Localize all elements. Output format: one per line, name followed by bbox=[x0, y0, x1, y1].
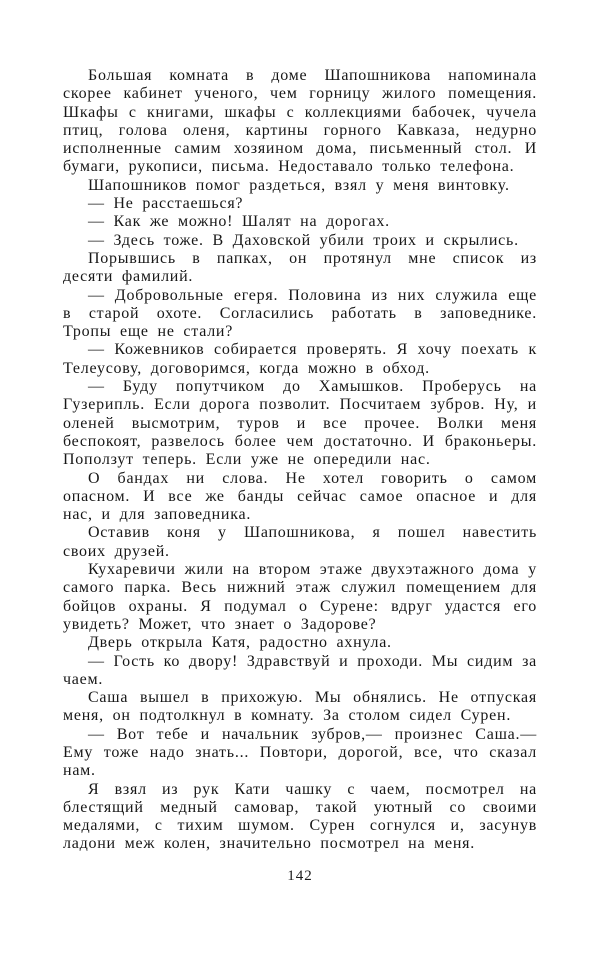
paragraph-dialogue: — Здесь тоже. В Даховской убили троих и скрылись. bbox=[88, 231, 519, 249]
paragraph: Шапошников помог раздеться, взял у меня винтовку. bbox=[88, 176, 510, 194]
text-block bbox=[63, 67, 537, 854]
page-number: 142 bbox=[287, 868, 313, 884]
paragraph-dialogue: — Буду попутчиком до Хамышков. Проберусь на Гузерипль. Если дорога позволит. Посчитаем зубров. Ну, и оленей высмотрим, туров и все прочее. Волки меня беспокоят, развелось более чем достаточно. И браконьеры. Поползут теперь. Если уже не опередили нас. bbox=[63, 378, 537, 469]
paragraph: Дверь открыла Катя, радостно ахнула. bbox=[88, 634, 392, 652]
paragraph-dialogue: — Как же можно! Шалят на дорогах. bbox=[88, 213, 390, 231]
paragraph-dialogue: — Гость ко двору! Здравствуй и проходи. Мы сидим за чаем. bbox=[63, 652, 537, 688]
paragraph: Кухаревичи жили на втором этаже двухэтажного дома у самого парка. Весь нижний этаж служил помещением для бойцов охраны. Я подумал о Сурене: вдруг удастся его увидеть? Может, что знает о Задорове? bbox=[63, 561, 537, 633]
paragraph-dialogue: — Кожевников собирается проверять. Я хочу поехать к Телеусову, договоримся, когда можно в обход. bbox=[63, 341, 537, 377]
paragraph: Я взял из рук Кати чашку с чаем, посмотрел на блестящий медный самовар, такой уютный со своими медалями, с тихим шумом. Сурен согнулся и, засунув ладони меж колен, значительно посмотрел на меня. bbox=[63, 780, 537, 853]
paragraph: Порывшись в папках, он протянул мне список из десяти фамилий. bbox=[63, 249, 537, 286]
paragraph-dialogue: — Добровольные егеря. Половина из них служила еще в старой охоте. Согласились работать в заповеднике. Тропы еще не стали? bbox=[63, 286, 537, 341]
paragraph: Оставив коня у Шапошникова, я пошел навестить своих друзей. bbox=[63, 524, 537, 560]
paragraph: Большая комната в доме Шапошникова напоминала скорее кабинет ученого, чем горницу жилого помещения. Шкафы с книгами, шкафы с коллекциями бабочек, чучела птиц, голова оленя, картины горного Кавказа, недурно исполненные самим хозяином дома, письменный стол. И бумаги, рукописи, письма. Недоставало только телефона. bbox=[63, 67, 537, 176]
paragraph: О бандах ни слова. Не хотел говорить о самом опасном. И все же банды сейчас самое опасное и для нас, и для заповедника. bbox=[63, 469, 537, 524]
paragraph-dialogue: — Вот тебе и начальник зубров,— произнес Саша.— Ему тоже надо знать... Повтори, дорогой, все, что сказал нам. bbox=[63, 725, 537, 780]
paragraph-dialogue: — Не расстаешься? bbox=[88, 195, 244, 213]
paragraph: Саша вышел в прихожую. Мы обнялись. Не отпуская меня, он подтолкнул в комнату. За столом сидел Сурен. bbox=[63, 689, 537, 725]
